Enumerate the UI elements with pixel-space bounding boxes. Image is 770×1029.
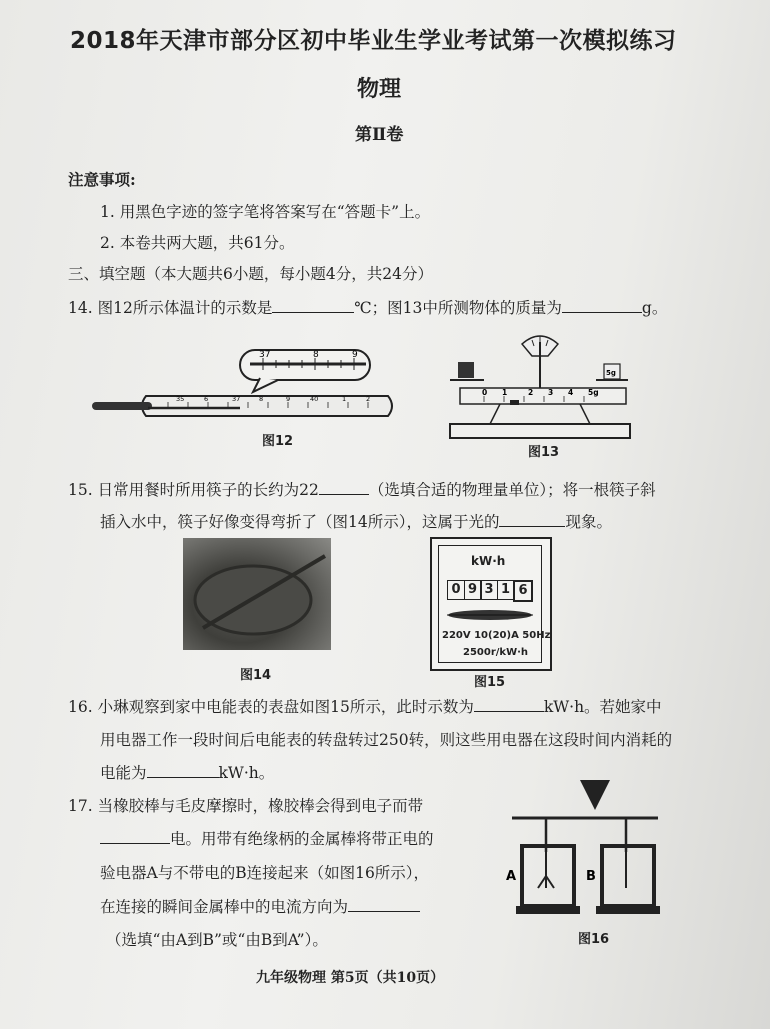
question-17-line-2 bbox=[100, 829, 434, 849]
q15-text-1: 日常用餐时所用筷子的长约为22 bbox=[97, 481, 319, 499]
question-16 bbox=[68, 697, 662, 717]
beam-label: 4 bbox=[568, 388, 574, 397]
meter-spec: 220V 10(20)A 50Hz bbox=[442, 630, 551, 641]
q17-text-4: 在连接的瞬间金属棒中的电流方向为 bbox=[100, 898, 349, 916]
answer-blank[interactable] bbox=[348, 897, 420, 912]
scale-label: 9 bbox=[286, 395, 291, 403]
notice-item-2: 2. 本卷共两大题，共61分。 bbox=[100, 234, 295, 252]
meter-digit: 9 bbox=[464, 580, 482, 600]
figure-12-thermometer bbox=[88, 342, 408, 426]
figure-14-caption: 图14 bbox=[240, 668, 272, 683]
figure-12-caption: 图12 bbox=[262, 434, 294, 449]
question-number: 16. bbox=[68, 698, 93, 716]
meter-digits bbox=[447, 580, 532, 602]
answer-blank[interactable] bbox=[499, 512, 565, 527]
scale-label: 1 bbox=[342, 395, 347, 403]
zoom-label: 37 bbox=[259, 350, 271, 360]
meter-face bbox=[438, 545, 551, 663]
zoom-label: 9 bbox=[352, 350, 358, 360]
notice-heading: 注意事项: bbox=[68, 170, 136, 189]
thermometer-bulb bbox=[92, 402, 152, 410]
scale-label: 6 bbox=[204, 395, 209, 403]
answer-blank[interactable] bbox=[474, 697, 544, 712]
question-15-line-2 bbox=[100, 512, 612, 532]
question-15 bbox=[68, 480, 656, 500]
q17-text-3: 验电器A与不带电的B连接起来（如图16所示）， bbox=[100, 864, 430, 882]
scale-label: 40 bbox=[310, 395, 319, 403]
object-on-pan bbox=[458, 362, 474, 378]
meter-digit-decimal: 6 bbox=[513, 580, 533, 602]
q16-text-5: kW·h。 bbox=[218, 764, 275, 782]
electroscope-a bbox=[522, 846, 574, 906]
page-footer: 九年级物理 第5页（共10页） bbox=[256, 970, 445, 986]
q16-text-3: 用电器工作一段时间后电能表的转盘转过250转，则这些用电器在这段时间内消耗的 bbox=[100, 731, 673, 749]
beam-label: 0 bbox=[482, 388, 488, 397]
question-number: 15. bbox=[68, 481, 93, 499]
figure-13-balance bbox=[440, 330, 640, 448]
figure-14-photo bbox=[183, 538, 331, 650]
meter-disc bbox=[445, 608, 535, 622]
weight-label: 5g bbox=[606, 369, 616, 377]
figure-16-electroscopes bbox=[498, 780, 668, 920]
beam-label: 2 bbox=[528, 388, 534, 397]
zoom-label: 8 bbox=[313, 350, 319, 360]
q14-text-1: 图12所示体温计的示数是 bbox=[97, 299, 273, 317]
q17-text-1: 当橡胶棒与毛皮摩擦时，橡胶棒会得到电子而带 bbox=[97, 797, 424, 815]
q16-text-4: 电能为 bbox=[100, 764, 147, 782]
insulating-handle bbox=[580, 780, 610, 810]
scale-label: 37 bbox=[232, 395, 241, 403]
beam-label: 5g bbox=[588, 388, 599, 397]
q15-text-2: （选填合适的物理量单位）；将一根筷子斜 bbox=[368, 481, 656, 499]
meter-digit: 1 bbox=[497, 580, 515, 600]
notice-item-1: 1. 用黑色字迹的签字笔将答案写在“答题卡”上。 bbox=[100, 203, 431, 221]
figure-15-meter bbox=[430, 537, 552, 671]
section-heading: 三、填空题（本大题共6小题，每小题4分，共24分） bbox=[68, 265, 433, 283]
figure-16-caption: 图16 bbox=[578, 932, 610, 947]
q15-text-3: 插入水中，筷子好像变得弯折了（图14所示），这属于光的 bbox=[100, 513, 500, 531]
q17-text-2: 电。用带有绝缘柄的金属棒将带正电的 bbox=[170, 830, 434, 848]
volume-label: 第Ⅱ卷 bbox=[355, 125, 404, 145]
scale-label: 2 bbox=[366, 395, 371, 403]
figure-13-caption: 图13 bbox=[528, 445, 560, 460]
exam-title: 2018年天津市部分区初中毕业生学业考试第一次模拟练习 bbox=[70, 28, 677, 54]
answer-blank[interactable] bbox=[100, 829, 170, 844]
answer-blank[interactable] bbox=[562, 298, 642, 313]
q16-text-1: 小琳观察到家中电能表的表盘如图15所示，此时示数为 bbox=[97, 698, 474, 716]
q15-text-4: 现象。 bbox=[565, 513, 612, 531]
answer-blank[interactable] bbox=[272, 298, 354, 313]
question-17-line-4 bbox=[100, 897, 420, 917]
meter-digit: 3 bbox=[480, 580, 498, 600]
question-17 bbox=[68, 796, 423, 816]
question-number: 14. bbox=[68, 299, 93, 317]
figure-15-caption: 图15 bbox=[474, 675, 506, 690]
meter-digit: 0 bbox=[447, 580, 465, 600]
scale-label: 35 bbox=[176, 395, 185, 403]
beam-label: 3 bbox=[548, 388, 554, 397]
leaf-a bbox=[538, 876, 546, 888]
answer-blank[interactable] bbox=[147, 763, 219, 778]
meter-unit: kW·h bbox=[471, 554, 506, 568]
scale-label: 8 bbox=[259, 395, 264, 403]
question-14 bbox=[68, 298, 667, 318]
beam-label: 1 bbox=[502, 388, 508, 397]
q14-text-3: g。 bbox=[641, 299, 668, 317]
question-number: 17. bbox=[68, 797, 93, 815]
question-16-line-3 bbox=[100, 763, 274, 783]
q17-text-5: （选填“由A到B”或“由B到A”）。 bbox=[106, 931, 328, 949]
q14-text-2: ℃；图13中所测物体的质量为 bbox=[354, 299, 562, 317]
meter-rev: 2500r/kW·h bbox=[463, 647, 529, 658]
label-a: A bbox=[506, 869, 517, 884]
subject-title: 物理 bbox=[357, 77, 402, 102]
answer-blank[interactable] bbox=[319, 480, 369, 495]
electroscope-b bbox=[602, 846, 654, 906]
q16-text-2: kW·h。若她家中 bbox=[543, 698, 662, 716]
balance-base bbox=[450, 424, 630, 438]
leaf-a bbox=[546, 876, 554, 888]
label-b: B bbox=[586, 869, 596, 884]
rider bbox=[510, 400, 519, 405]
